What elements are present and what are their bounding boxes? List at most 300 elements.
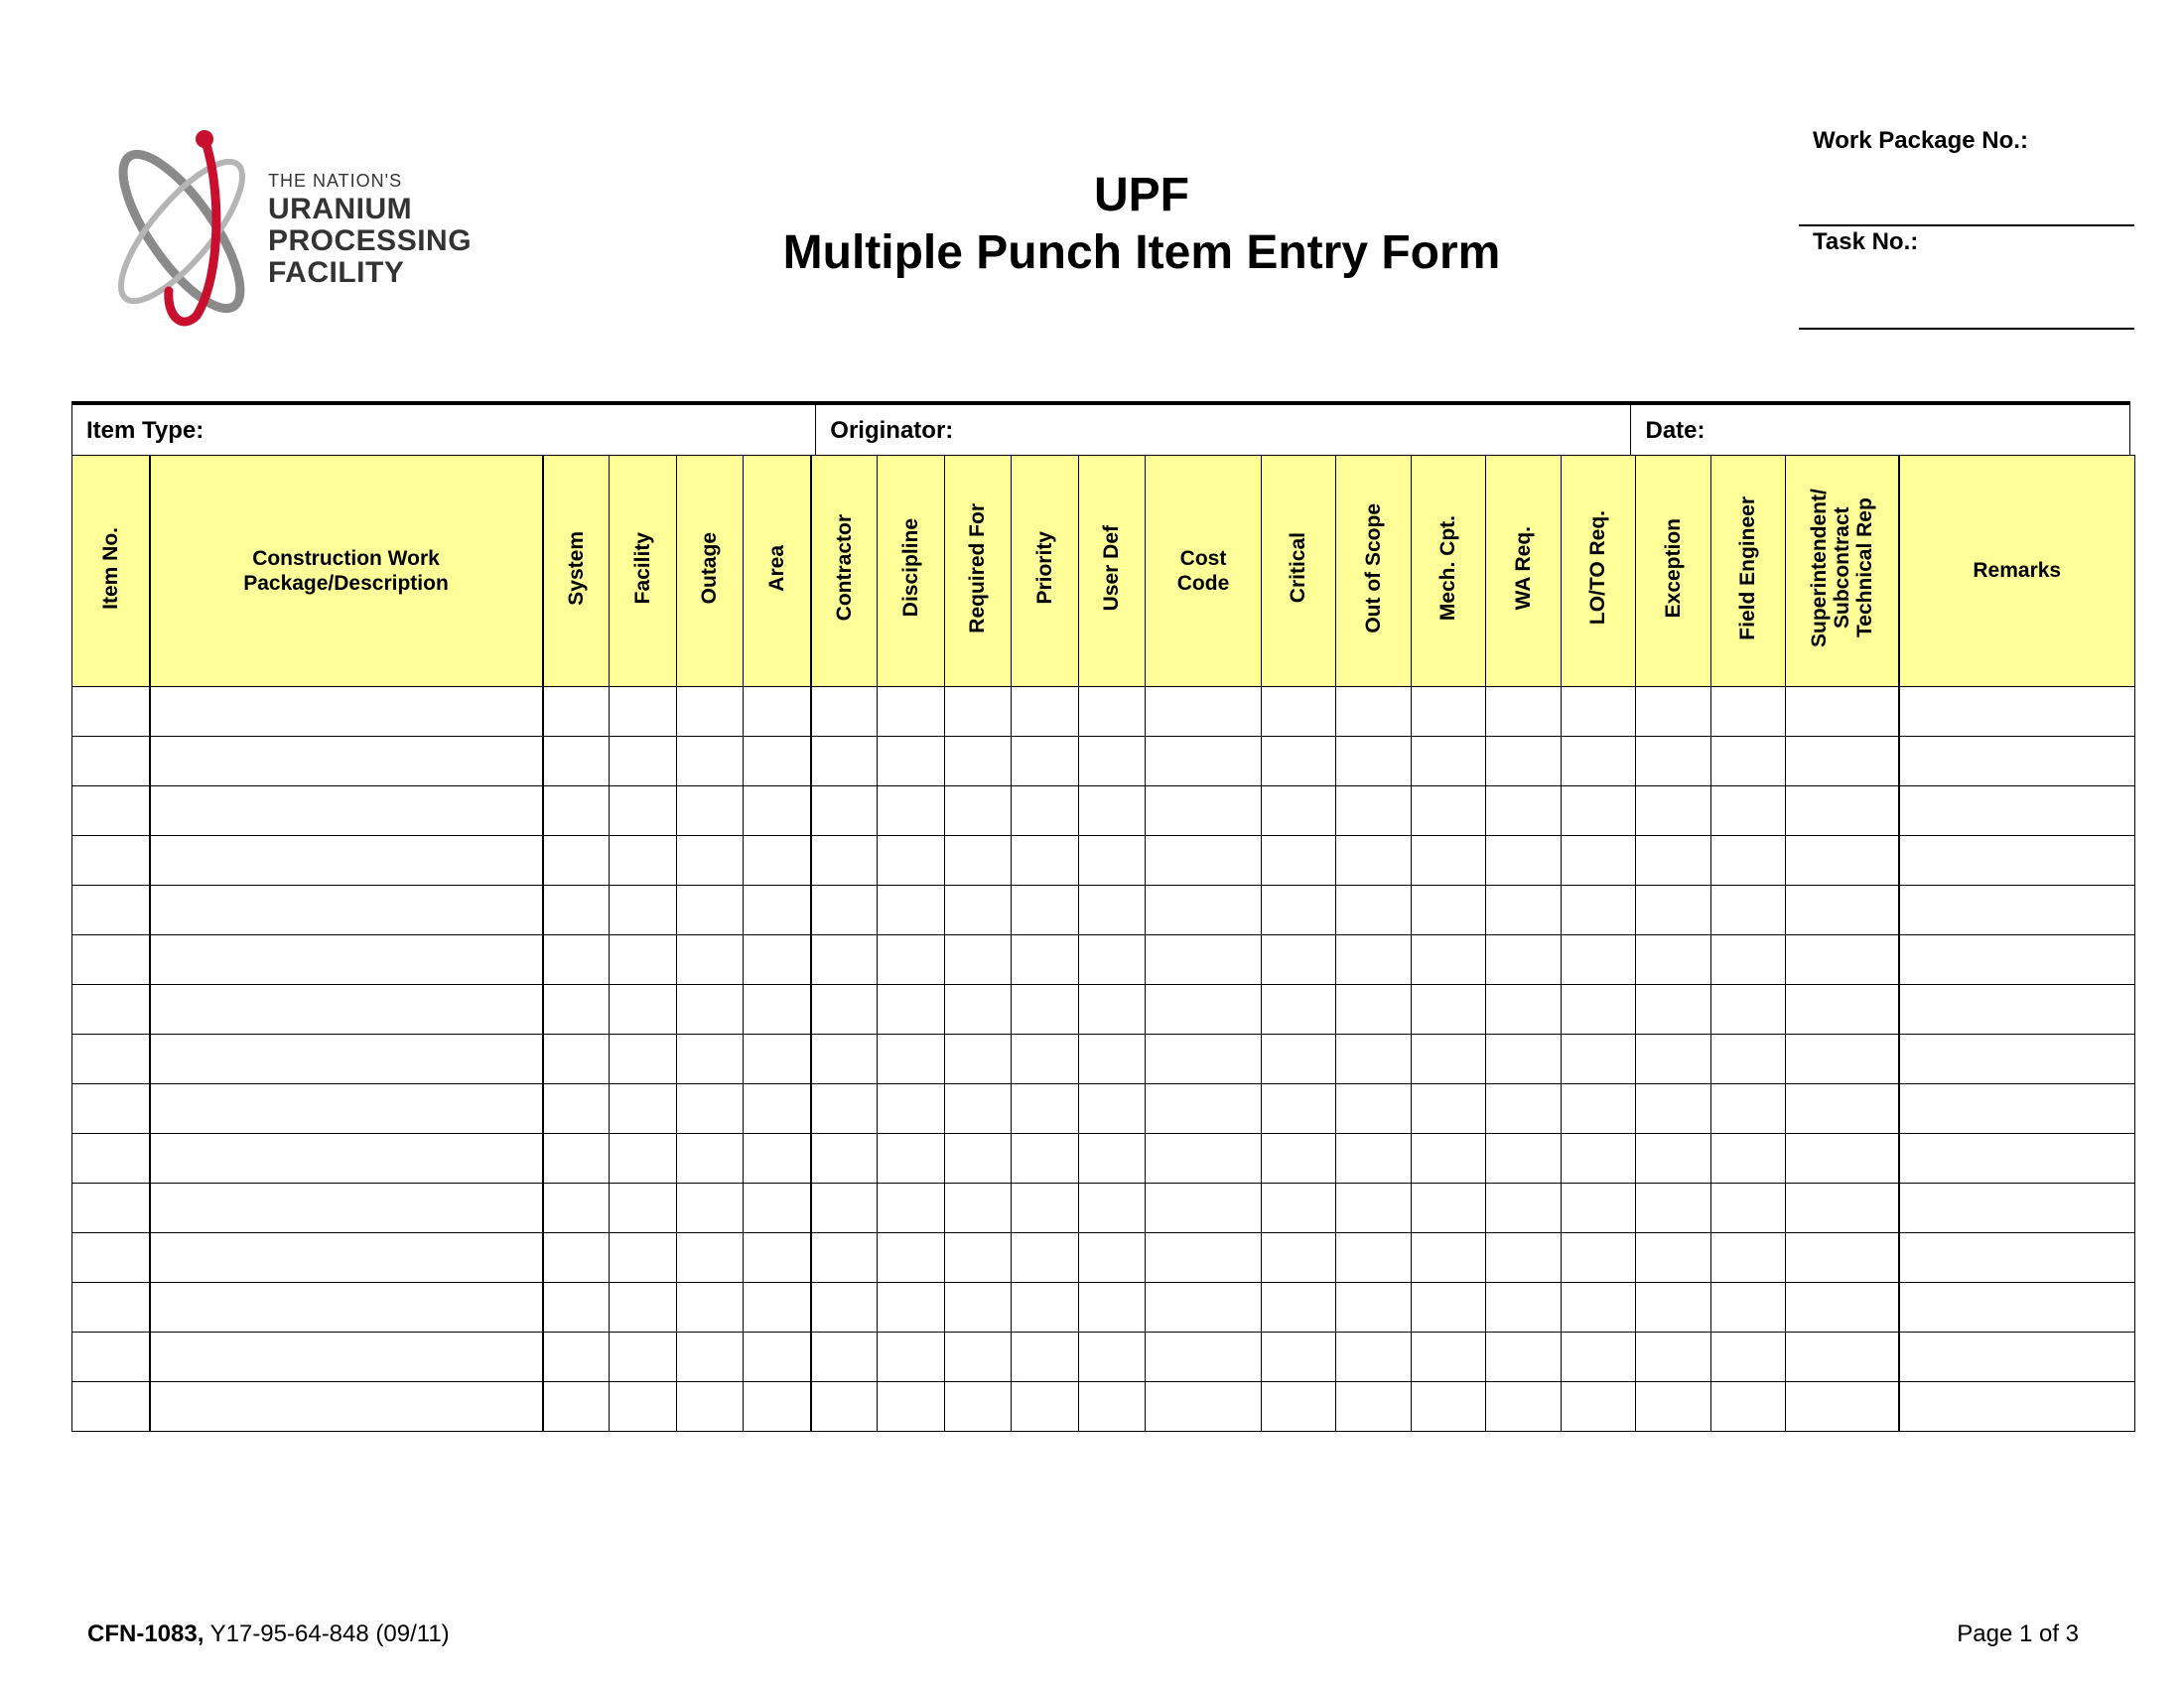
table-cell[interactable] (677, 1084, 744, 1134)
table-cell[interactable] (1562, 1382, 1636, 1432)
table-cell[interactable] (1486, 687, 1562, 737)
table-cell[interactable] (1486, 985, 1562, 1035)
table-cell[interactable] (72, 1333, 150, 1382)
table-cell[interactable] (150, 886, 543, 935)
table-cell[interactable] (1636, 886, 1711, 935)
table-cell[interactable] (811, 985, 878, 1035)
table-cell[interactable] (677, 687, 744, 737)
table-cell[interactable] (1711, 687, 1786, 737)
table-cell[interactable] (150, 836, 543, 886)
table-cell[interactable] (1786, 1283, 1899, 1333)
table-cell[interactable] (150, 935, 543, 985)
table-cell[interactable] (945, 886, 1012, 935)
table-cell[interactable] (1079, 1084, 1146, 1134)
table-cell[interactable] (1899, 935, 2135, 985)
table-cell[interactable] (610, 786, 677, 836)
table-cell[interactable] (1336, 687, 1412, 737)
table-cell[interactable] (1012, 1283, 1079, 1333)
table-cell[interactable] (543, 1134, 610, 1184)
table-cell[interactable] (1486, 1333, 1562, 1382)
table-cell[interactable] (1336, 1184, 1412, 1233)
table-cell[interactable] (1262, 1333, 1336, 1382)
table-cell[interactable] (1486, 1035, 1562, 1084)
table-cell[interactable] (744, 1035, 811, 1084)
table-cell[interactable] (811, 1333, 878, 1382)
task-field[interactable] (1799, 328, 2134, 330)
table-cell[interactable] (610, 886, 677, 935)
table-cell[interactable] (811, 737, 878, 786)
table-cell[interactable] (1336, 1084, 1412, 1134)
table-cell[interactable] (610, 1382, 677, 1432)
table-cell[interactable] (1412, 935, 1486, 985)
table-cell[interactable] (1146, 1035, 1262, 1084)
table-cell[interactable] (72, 1084, 150, 1134)
table-cell[interactable] (1336, 1333, 1412, 1382)
table-cell[interactable] (543, 687, 610, 737)
table-cell[interactable] (878, 985, 945, 1035)
table-cell[interactable] (945, 1233, 1012, 1283)
table-cell[interactable] (1486, 836, 1562, 886)
table-cell[interactable] (878, 1084, 945, 1134)
table-cell[interactable] (1636, 1333, 1711, 1382)
table-cell[interactable] (677, 836, 744, 886)
table-cell[interactable] (72, 737, 150, 786)
table-cell[interactable] (1636, 1035, 1711, 1084)
table-cell[interactable] (744, 1233, 811, 1283)
table-cell[interactable] (1636, 786, 1711, 836)
table-cell[interactable] (677, 1184, 744, 1233)
table-cell[interactable] (1899, 1084, 2135, 1134)
table-cell[interactable] (945, 985, 1012, 1035)
table-cell[interactable] (1012, 985, 1079, 1035)
table-cell[interactable] (677, 737, 744, 786)
table-cell[interactable] (1562, 985, 1636, 1035)
table-cell[interactable] (1146, 1333, 1262, 1382)
table-cell[interactable] (677, 1134, 744, 1184)
table-cell[interactable] (610, 985, 677, 1035)
table-cell[interactable] (1786, 1035, 1899, 1084)
table-cell[interactable] (1262, 935, 1336, 985)
table-cell[interactable] (1786, 985, 1899, 1035)
table-cell[interactable] (1711, 1283, 1786, 1333)
table-cell[interactable] (543, 1382, 610, 1432)
table-cell[interactable] (945, 935, 1012, 985)
table-cell[interactable] (1786, 1333, 1899, 1382)
table-cell[interactable] (1562, 786, 1636, 836)
table-cell[interactable] (1012, 687, 1079, 737)
table-cell[interactable] (878, 886, 945, 935)
table-cell[interactable] (150, 1184, 543, 1233)
table-cell[interactable] (677, 935, 744, 985)
table-cell[interactable] (1079, 687, 1146, 737)
table-cell[interactable] (811, 1382, 878, 1432)
table-cell[interactable] (1262, 1382, 1336, 1432)
table-cell[interactable] (72, 1382, 150, 1432)
table-cell[interactable] (1146, 886, 1262, 935)
table-cell[interactable] (1412, 1382, 1486, 1432)
table-cell[interactable] (1262, 1084, 1336, 1134)
table-cell[interactable] (945, 1035, 1012, 1084)
table-cell[interactable] (1899, 737, 2135, 786)
table-cell[interactable] (1486, 1184, 1562, 1233)
table-cell[interactable] (1012, 1084, 1079, 1134)
table-cell[interactable] (1079, 886, 1146, 935)
table-cell[interactable] (1336, 1233, 1412, 1283)
table-cell[interactable] (1562, 935, 1636, 985)
table-cell[interactable] (1711, 786, 1786, 836)
table-cell[interactable] (1336, 1382, 1412, 1432)
table-cell[interactable] (677, 1233, 744, 1283)
table-cell[interactable] (1336, 786, 1412, 836)
table-cell[interactable] (1412, 1233, 1486, 1283)
table-cell[interactable] (1562, 836, 1636, 886)
table-cell[interactable] (1146, 935, 1262, 985)
table-cell[interactable] (1486, 935, 1562, 985)
table-cell[interactable] (1786, 786, 1899, 836)
table-cell[interactable] (1786, 687, 1899, 737)
table-cell[interactable] (1562, 737, 1636, 786)
table-cell[interactable] (1146, 737, 1262, 786)
table-cell[interactable] (1412, 687, 1486, 737)
table-cell[interactable] (1012, 935, 1079, 985)
table-cell[interactable] (744, 687, 811, 737)
table-cell[interactable] (1899, 1233, 2135, 1283)
table-cell[interactable] (1786, 1184, 1899, 1233)
table-cell[interactable] (1012, 886, 1079, 935)
table-cell[interactable] (1262, 1134, 1336, 1184)
table-cell[interactable] (1262, 737, 1336, 786)
table-cell[interactable] (677, 1333, 744, 1382)
table-cell[interactable] (1711, 1035, 1786, 1084)
table-cell[interactable] (744, 786, 811, 836)
table-cell[interactable] (1899, 1283, 2135, 1333)
table-cell[interactable] (1012, 737, 1079, 786)
table-cell[interactable] (72, 1035, 150, 1084)
table-cell[interactable] (1899, 1134, 2135, 1184)
table-cell[interactable] (1711, 985, 1786, 1035)
table-cell[interactable] (1486, 886, 1562, 935)
table-cell[interactable] (1412, 1035, 1486, 1084)
table-cell[interactable] (1562, 1184, 1636, 1233)
table-cell[interactable] (1012, 1333, 1079, 1382)
table-cell[interactable] (1412, 1333, 1486, 1382)
table-cell[interactable] (1636, 1233, 1711, 1283)
table-cell[interactable] (1786, 1134, 1899, 1184)
table-cell[interactable] (1562, 1283, 1636, 1333)
table-cell[interactable] (1636, 985, 1711, 1035)
table-cell[interactable] (72, 786, 150, 836)
table-cell[interactable] (878, 1233, 945, 1283)
table-cell[interactable] (945, 1184, 1012, 1233)
table-cell[interactable] (878, 836, 945, 886)
table-cell[interactable] (1079, 1333, 1146, 1382)
table-cell[interactable] (610, 836, 677, 886)
table-cell[interactable] (1786, 836, 1899, 886)
table-cell[interactable] (1486, 1134, 1562, 1184)
table-cell[interactable] (150, 1084, 543, 1134)
table-cell[interactable] (150, 1333, 543, 1382)
table-cell[interactable] (1486, 1084, 1562, 1134)
table-cell[interactable] (1899, 1184, 2135, 1233)
table-cell[interactable] (811, 1084, 878, 1134)
table-cell[interactable] (543, 786, 610, 836)
table-cell[interactable] (150, 1134, 543, 1184)
table-cell[interactable] (1412, 886, 1486, 935)
table-cell[interactable] (1079, 737, 1146, 786)
table-cell[interactable] (744, 737, 811, 786)
table-cell[interactable] (1262, 786, 1336, 836)
table-cell[interactable] (1711, 1184, 1786, 1233)
table-cell[interactable] (811, 1283, 878, 1333)
table-cell[interactable] (677, 1283, 744, 1333)
table-cell[interactable] (1146, 1233, 1262, 1283)
table-cell[interactable] (1562, 1134, 1636, 1184)
table-cell[interactable] (150, 985, 543, 1035)
table-cell[interactable] (1636, 1382, 1711, 1432)
table-cell[interactable] (72, 836, 150, 886)
table-cell[interactable] (1711, 886, 1786, 935)
table-cell[interactable] (811, 886, 878, 935)
table-cell[interactable] (1711, 1134, 1786, 1184)
table-cell[interactable] (1899, 985, 2135, 1035)
table-cell[interactable] (878, 737, 945, 786)
table-cell[interactable] (150, 786, 543, 836)
table-cell[interactable] (1711, 737, 1786, 786)
table-cell[interactable] (1012, 836, 1079, 886)
table-cell[interactable] (1636, 687, 1711, 737)
table-cell[interactable] (543, 935, 610, 985)
table-cell[interactable] (610, 1035, 677, 1084)
table-cell[interactable] (945, 836, 1012, 886)
table-cell[interactable] (1636, 1084, 1711, 1134)
table-cell[interactable] (878, 1184, 945, 1233)
table-cell[interactable] (150, 1035, 543, 1084)
table-cell[interactable] (1079, 935, 1146, 985)
table-cell[interactable] (1079, 1382, 1146, 1432)
table-cell[interactable] (1336, 1283, 1412, 1333)
table-cell[interactable] (878, 1134, 945, 1184)
table-cell[interactable] (543, 1184, 610, 1233)
table-cell[interactable] (1412, 1184, 1486, 1233)
table-cell[interactable] (1711, 1084, 1786, 1134)
table-cell[interactable] (1012, 1184, 1079, 1233)
table-cell[interactable] (1412, 1134, 1486, 1184)
table-cell[interactable] (744, 1184, 811, 1233)
table-cell[interactable] (744, 1382, 811, 1432)
table-cell[interactable] (878, 1333, 945, 1382)
table-cell[interactable] (1786, 886, 1899, 935)
table-cell[interactable] (1336, 1134, 1412, 1184)
table-cell[interactable] (1262, 985, 1336, 1035)
table-cell[interactable] (1899, 1382, 2135, 1432)
table-cell[interactable] (744, 886, 811, 935)
table-cell[interactable] (677, 985, 744, 1035)
table-cell[interactable] (72, 1134, 150, 1184)
table-cell[interactable] (811, 836, 878, 886)
table-cell[interactable] (1786, 935, 1899, 985)
table-cell[interactable] (1079, 1184, 1146, 1233)
table-cell[interactable] (1899, 786, 2135, 836)
table-cell[interactable] (1146, 985, 1262, 1035)
originator-field[interactable] (816, 405, 1631, 455)
table-cell[interactable] (610, 1333, 677, 1382)
table-cell[interactable] (1711, 1333, 1786, 1382)
table-cell[interactable] (744, 836, 811, 886)
table-cell[interactable] (610, 935, 677, 985)
table-cell[interactable] (1146, 687, 1262, 737)
table-cell[interactable] (1079, 1134, 1146, 1184)
table-cell[interactable] (72, 1233, 150, 1283)
table-cell[interactable] (1079, 985, 1146, 1035)
table-cell[interactable] (72, 1184, 150, 1233)
table-cell[interactable] (150, 1382, 543, 1432)
table-cell[interactable] (1262, 1233, 1336, 1283)
table-cell[interactable] (543, 1084, 610, 1134)
table-cell[interactable] (610, 737, 677, 786)
table-cell[interactable] (1899, 1035, 2135, 1084)
table-cell[interactable] (1636, 1134, 1711, 1184)
table-cell[interactable] (1012, 1233, 1079, 1283)
table-cell[interactable] (1486, 1382, 1562, 1432)
table-cell[interactable] (1899, 886, 2135, 935)
table-cell[interactable] (744, 1333, 811, 1382)
table-cell[interactable] (1079, 1233, 1146, 1283)
table-cell[interactable] (1262, 687, 1336, 737)
table-cell[interactable] (1786, 1084, 1899, 1134)
table-cell[interactable] (1636, 737, 1711, 786)
table-cell[interactable] (945, 1134, 1012, 1184)
table-cell[interactable] (150, 1233, 543, 1283)
table-cell[interactable] (543, 1283, 610, 1333)
table-cell[interactable] (1786, 1233, 1899, 1283)
work-package-field[interactable] (1799, 224, 2134, 226)
table-cell[interactable] (677, 886, 744, 935)
table-cell[interactable] (1786, 1382, 1899, 1432)
table-cell[interactable] (1711, 935, 1786, 985)
table-cell[interactable] (1486, 737, 1562, 786)
table-cell[interactable] (72, 935, 150, 985)
table-cell[interactable] (1262, 836, 1336, 886)
table-cell[interactable] (72, 886, 150, 935)
table-cell[interactable] (1562, 886, 1636, 935)
table-cell[interactable] (945, 786, 1012, 836)
table-cell[interactable] (543, 1233, 610, 1283)
table-cell[interactable] (878, 1035, 945, 1084)
table-cell[interactable] (1146, 1283, 1262, 1333)
table-cell[interactable] (677, 786, 744, 836)
table-cell[interactable] (543, 1333, 610, 1382)
table-cell[interactable] (1146, 836, 1262, 886)
table-cell[interactable] (1146, 1184, 1262, 1233)
table-cell[interactable] (1079, 786, 1146, 836)
table-cell[interactable] (677, 1382, 744, 1432)
table-cell[interactable] (1412, 1084, 1486, 1134)
table-cell[interactable] (72, 1283, 150, 1333)
table-cell[interactable] (543, 985, 610, 1035)
table-cell[interactable] (610, 1233, 677, 1283)
table-cell[interactable] (811, 935, 878, 985)
table-cell[interactable] (1711, 836, 1786, 886)
table-cell[interactable] (1146, 786, 1262, 836)
table-cell[interactable] (811, 1035, 878, 1084)
table-cell[interactable] (1412, 737, 1486, 786)
table-cell[interactable] (945, 1283, 1012, 1333)
table-cell[interactable] (543, 886, 610, 935)
table-cell[interactable] (1012, 1134, 1079, 1184)
table-cell[interactable] (878, 1382, 945, 1432)
table-cell[interactable] (1636, 1283, 1711, 1333)
table-cell[interactable] (811, 786, 878, 836)
table-cell[interactable] (150, 737, 543, 786)
table-cell[interactable] (1636, 935, 1711, 985)
table-cell[interactable] (1486, 1233, 1562, 1283)
table-cell[interactable] (1336, 1035, 1412, 1084)
table-cell[interactable] (744, 985, 811, 1035)
table-cell[interactable] (1012, 1035, 1079, 1084)
table-cell[interactable] (1079, 836, 1146, 886)
table-cell[interactable] (1562, 1333, 1636, 1382)
table-cell[interactable] (1412, 836, 1486, 886)
table-cell[interactable] (1412, 1283, 1486, 1333)
table-cell[interactable] (677, 1035, 744, 1084)
table-cell[interactable] (1336, 935, 1412, 985)
table-cell[interactable] (1899, 1333, 2135, 1382)
table-cell[interactable] (1899, 687, 2135, 737)
table-cell[interactable] (744, 1084, 811, 1134)
table-cell[interactable] (1899, 836, 2135, 886)
table-cell[interactable] (1079, 1283, 1146, 1333)
table-cell[interactable] (744, 1134, 811, 1184)
table-cell[interactable] (1486, 786, 1562, 836)
table-cell[interactable] (1786, 737, 1899, 786)
table-cell[interactable] (1146, 1084, 1262, 1134)
table-cell[interactable] (811, 1184, 878, 1233)
table-cell[interactable] (811, 1134, 878, 1184)
table-cell[interactable] (610, 1184, 677, 1233)
table-cell[interactable] (1012, 1382, 1079, 1432)
table-cell[interactable] (945, 687, 1012, 737)
table-cell[interactable] (878, 1283, 945, 1333)
table-cell[interactable] (945, 1382, 1012, 1432)
table-cell[interactable] (811, 687, 878, 737)
table-cell[interactable] (878, 935, 945, 985)
table-cell[interactable] (744, 1283, 811, 1333)
table-cell[interactable] (1636, 1184, 1711, 1233)
table-cell[interactable] (543, 836, 610, 886)
table-cell[interactable] (878, 786, 945, 836)
table-cell[interactable] (72, 687, 150, 737)
table-cell[interactable] (878, 687, 945, 737)
table-cell[interactable] (1562, 1233, 1636, 1283)
table-cell[interactable] (1336, 836, 1412, 886)
item-type-field[interactable] (72, 405, 816, 455)
table-cell[interactable] (1262, 1184, 1336, 1233)
table-cell[interactable] (1262, 1035, 1336, 1084)
table-cell[interactable] (610, 1084, 677, 1134)
table-cell[interactable] (1412, 985, 1486, 1035)
table-cell[interactable] (72, 985, 150, 1035)
table-cell[interactable] (1412, 786, 1486, 836)
table-cell[interactable] (1336, 985, 1412, 1035)
table-cell[interactable] (1562, 1084, 1636, 1134)
table-cell[interactable] (1486, 1283, 1562, 1333)
table-cell[interactable] (610, 1283, 677, 1333)
date-field[interactable] (1631, 405, 2129, 455)
table-cell[interactable] (1079, 1035, 1146, 1084)
table-cell[interactable] (1562, 1035, 1636, 1084)
table-cell[interactable] (150, 1283, 543, 1333)
table-cell[interactable] (150, 687, 543, 737)
